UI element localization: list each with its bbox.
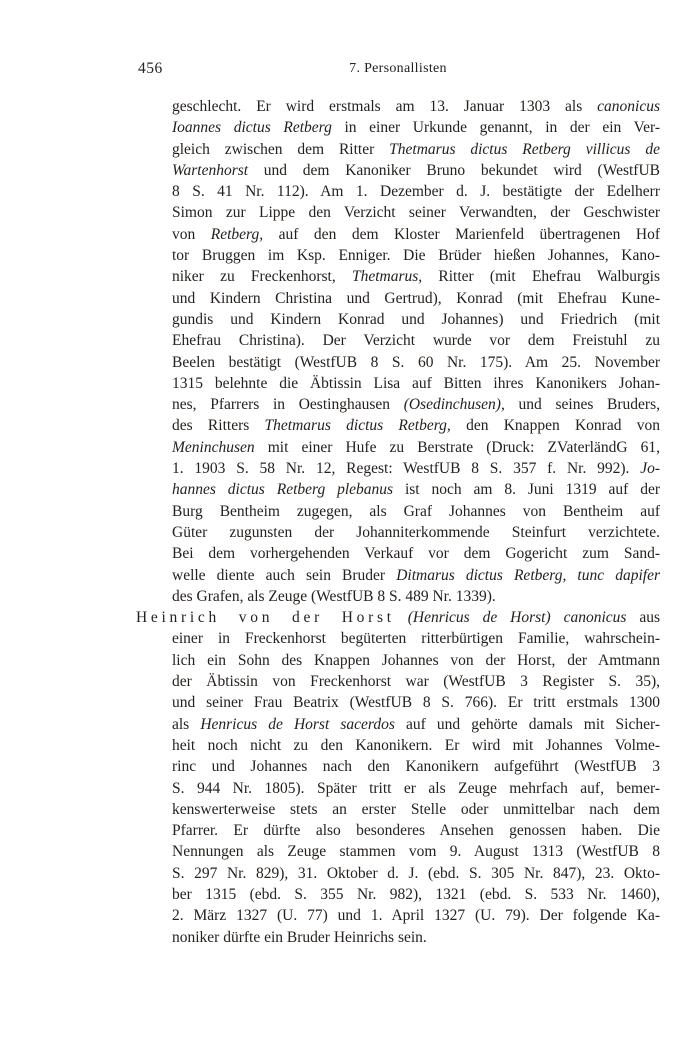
text-line: [136, 586, 660, 607]
text-run: Nennungen als Zeuge stammen vom 9. August 1313 (WestfUB 8: [172, 843, 660, 861]
text-run: von: [172, 225, 211, 243]
paragraph: [136, 96, 660, 607]
text-run: heit noch nicht zu den Kanonikern. Er wird mit Johannes Volme-: [172, 736, 660, 754]
italic-text-run: (Henricus de Horst) canonicus: [407, 609, 627, 627]
text-run: geschlecht. Er wird erstmals am 13. Januar 1303 als: [172, 98, 598, 115]
text-run: welle diente auch sein Bruder: [172, 566, 397, 584]
text-line: [136, 927, 660, 948]
text-run: in einer Urkunde genannt, in der ein Ver-: [331, 119, 660, 137]
text-run: 1315 belehnte die Äbtissin Lisa auf Bitten ihres Kanonikers Johan-: [172, 374, 660, 392]
text-line: [136, 884, 660, 905]
italic-text-run: Wartenhorst: [172, 161, 249, 179]
text-line: [136, 352, 660, 373]
letterspaced-name-run: Heinrich von der Horst: [136, 609, 395, 627]
text-line: [136, 756, 660, 777]
text-run: gleich zwischen dem Ritter: [172, 140, 390, 158]
italic-text-run: Ioannes dictus Retberg: [172, 119, 332, 137]
text-run: kenswerterweise stets an erster Stelle oder unmittelbar nach dem: [172, 800, 660, 818]
text-run: und dem Kanoniker Bruno bekundet wird (WestfUB: [248, 161, 660, 179]
italic-text-run: (Osedinchusen),: [403, 396, 505, 414]
text-run: 8 S. 41 Nr. 112). Am 1. Dezember d. J. bestätigte der Edelherr: [172, 183, 660, 201]
text-run: und seines Bruders,: [504, 396, 660, 414]
text-line: [136, 415, 660, 436]
text-line: [136, 820, 660, 841]
italic-text-run: Thetmarus,: [351, 268, 423, 286]
text-line: [136, 671, 660, 692]
text-run: 2. März 1327 (U. 77) und 1. April 1327 (U. 79). Der folgende Ka-: [172, 907, 660, 925]
text-line: [136, 330, 660, 351]
text-run: Bei dem vorhergehenden Verkauf vor dem Gogericht zum Sand-: [172, 545, 660, 563]
italic-text-run: hannes dictus Retberg plebanus: [172, 481, 394, 499]
text-line: [136, 266, 660, 287]
paragraph: [136, 607, 660, 948]
text-run: Beelen bestätigt (WestfUB 8 S. 60 Nr. 175). Am 25. November: [172, 353, 660, 371]
text-run: des Grafen, als Zeuge (WestfUB 8 S. 489 Nr. 1339).: [172, 587, 496, 605]
text-run: S. 944 Nr. 1805). Später tritt er als Zeuge mehrfach auf, bemer-: [172, 779, 660, 797]
text-run: noniker dürfte ein Bruder Heinrichs sein.: [172, 928, 427, 946]
italic-text-run: Retberg,: [210, 225, 264, 243]
text-line: [136, 735, 660, 756]
italic-text-run: Thetmarus dictus Retberg villicus de: [389, 140, 660, 158]
text-run: gundis und Kindern Konrad und Johannes) und Friedrich (mit: [172, 310, 660, 328]
text-line: [136, 96, 660, 117]
text-line: [136, 394, 660, 415]
text-run: des Ritters: [172, 417, 265, 435]
text-run: Ritter (mit Ehefrau Walburgis: [422, 268, 660, 286]
italic-text-run: Henricus de Horst sacerdos: [200, 715, 395, 733]
text-run: 1. 1903 S. 58 Nr. 12, Regest: WestfUB 8 S. 357 f. Nr. 992).: [172, 460, 641, 478]
text-line: [136, 692, 660, 713]
italic-text-run: canonicus: [597, 98, 660, 115]
text-line: [136, 117, 660, 138]
text-run: Burg Bentheim zugegen, als Graf Johannes von Bentheim auf: [172, 502, 660, 520]
text-line: [136, 458, 660, 479]
text-run: der Äbtissin von Freckenhorst war (WestfUB 3 Register S. 35),: [172, 673, 660, 691]
text-run: und seiner Frau Beatrix (WestfUB 8 S. 766). Er tritt erstmals 1300: [172, 694, 660, 712]
text-line: [136, 245, 660, 266]
text-run: tor Bruggen im Ksp. Enniger. Die Brüder hießen Johannes, Kano-: [172, 247, 660, 265]
text-line: [136, 501, 660, 522]
text-run: auf den dem Kloster Marienfeld übertragenen Hof: [263, 225, 660, 243]
text-line: [136, 373, 660, 394]
text-line: [136, 863, 660, 884]
text-line: [136, 181, 660, 202]
italic-text-run: Jo-: [640, 460, 660, 478]
text-run: auf und gehörte damals mit Sicher-: [394, 715, 660, 733]
italic-text-run: Meninchusen: [172, 438, 255, 456]
text-run: Pfarrer. Er dürfte also besonderes Ansehen genossen haben. Die: [172, 822, 660, 840]
text-line: [136, 224, 660, 245]
italic-text-run: Ditmarus dictus Retberg, tunc dapifer: [396, 566, 660, 584]
text-run: S. 297 Nr. 829), 31. Oktober d. J. (ebd. S. 305 Nr. 847), 23. Okto-: [172, 864, 660, 882]
text-run: einer in Freckenhorst begüterten ritterbürtigen Familie, wahrschein-: [172, 630, 660, 648]
text-line: [136, 714, 660, 735]
text-run: nes, Pfarrers in Oestinghausen: [172, 396, 404, 414]
text-line: [136, 522, 660, 543]
text-line: [136, 479, 660, 500]
text-line: [136, 309, 660, 330]
text-run: lich ein Sohn des Knappen Johannes von der Horst, der Amtmann: [172, 651, 660, 669]
text-run: ist noch am 8. Juni 1319 auf der: [393, 481, 660, 499]
text-run: niker zu Freckenhorst,: [172, 268, 352, 286]
page-number: 456: [138, 60, 163, 77]
text-run: den Knappen Konrad von: [450, 417, 660, 435]
text-line: [136, 778, 660, 799]
text-run: [395, 609, 408, 626]
text-line: [136, 799, 660, 820]
running-header-title: 7. Personallisten: [349, 61, 447, 76]
text-line: [136, 650, 660, 671]
text-body: [136, 96, 660, 948]
text-line: [136, 437, 660, 458]
text-run: Simon zur Lippe den Verzicht seiner Verwandten, der Geschwister: [172, 204, 660, 222]
text-line: [136, 288, 660, 309]
text-run: rinc und Johannes nach den Kanonikern aufgeführt (WestfUB 3: [172, 758, 660, 776]
text-run: aus: [626, 609, 660, 627]
text-line: [136, 139, 660, 160]
text-run: Güter zugunsten der Johanniterkommende Steinfurt verzichtete.: [172, 523, 660, 541]
text-run: und Kindern Christina und Gertrud), Konrad (mit Ehefrau Kune-: [172, 289, 660, 307]
running-head: [136, 60, 660, 80]
text-run: als: [172, 715, 201, 733]
text-line: [136, 607, 660, 628]
text-run: Ehefrau Christina). Der Verzicht wurde vor dem Freistuhl zu: [172, 332, 660, 350]
text-line: [136, 628, 660, 649]
italic-text-run: Thetmarus dictus Retberg,: [264, 417, 451, 435]
text-line: [136, 160, 660, 181]
text-line: [136, 905, 660, 926]
text-run: ber 1315 (ebd. S. 355 Nr. 982), 1321 (ebd. S. 533 Nr. 1460),: [172, 885, 660, 903]
text-run: mit einer Hufe zu Berstrate (Druck: ZVaterländG 61,: [254, 438, 660, 456]
text-line: [136, 202, 660, 223]
text-line: [136, 841, 660, 862]
text-line: [136, 543, 660, 564]
text-line: [136, 565, 660, 586]
